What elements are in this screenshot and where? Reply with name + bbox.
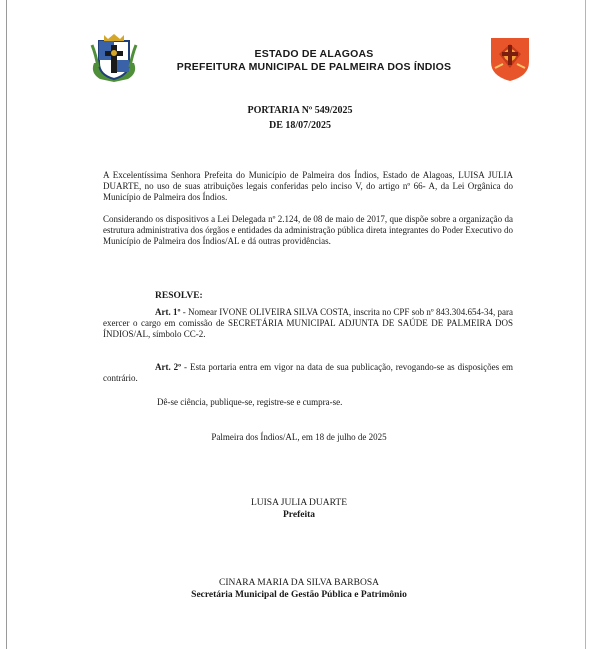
state-coat-of-arms-icon: [90, 33, 138, 83]
signer-role: Prefeita: [283, 510, 315, 520]
article-2-label: Art. 2º: [155, 362, 182, 372]
prefecture-name: PREFEITURA MUNICIPAL DE PALMEIRA DOS ÍNDIOS: [176, 61, 452, 73]
document-title: [200, 103, 400, 133]
signature-block-secretary: [0, 577, 598, 601]
closing-statement: Dê-se ciência, publique-se, registre-se e cumpra-se.: [157, 397, 343, 407]
signer-name: CINARA MARIA DA SILVA BARBOSA: [219, 578, 379, 588]
article-1-label: Art. 1º: [155, 307, 181, 317]
letterhead: [150, 48, 478, 74]
resolve-heading: RESOLVE:: [155, 291, 203, 301]
signature-block-mayor: [0, 497, 598, 521]
signer-role: Secretária Municipal de Gestão Pública e Patrimônio: [191, 590, 407, 600]
article-2-text: - Esta portaria entra em vigor na data de sua publicação, revogando-se as disposições em contrário.: [103, 362, 513, 383]
municipal-seal-icon: [489, 34, 531, 82]
article-1: [103, 307, 513, 340]
ordinance-date: DE 18/07/2025: [269, 120, 331, 131]
considering-paragraph: Considerando os dispositivos a Lei Delegada nº 2.124, de 08 de maio de 2017, que dispõe sobre a organização da estrutura administrativa dos órgãos e entidades da administração pública direta integrantes do Poder Executivo do Município de Palmeira dos Índios/AL e dá outras providências.: [103, 214, 513, 246]
ordinance-number: PORTARIA Nº 549/2025: [247, 105, 353, 116]
preamble-paragraph: A Excelentíssima Senhora Prefeita do Município de Palmeira dos Índios, Estado de Alagoas, LUISA JULIA DUARTE, no uso de suas atribuições legais conferidas pelo inciso V, do artigo nº 66- A, da Lei Orgânica do Município de Palmeira dos Índios.: [103, 170, 513, 202]
place-and-date: Palmeira dos Índios/AL, em 18 de julho de 2025: [211, 432, 387, 442]
state-name: ESTADO DE ALAGOAS: [254, 48, 374, 60]
signer-name: LUISA JULIA DUARTE: [250, 498, 347, 508]
article-2: [103, 362, 513, 384]
article-1-text: - Nomear IVONE OLIVEIRA SILVA COSTA, inscrita no CPF sob nº 843.304.654-34, para exercer o cargo em comissão de SECRETÁRIA MUNICIPAL ADJUNTA DE SAÚDE DE PALMEIRA DOS ÍNDIOS/AL, símbolo CC-2.: [103, 307, 513, 339]
